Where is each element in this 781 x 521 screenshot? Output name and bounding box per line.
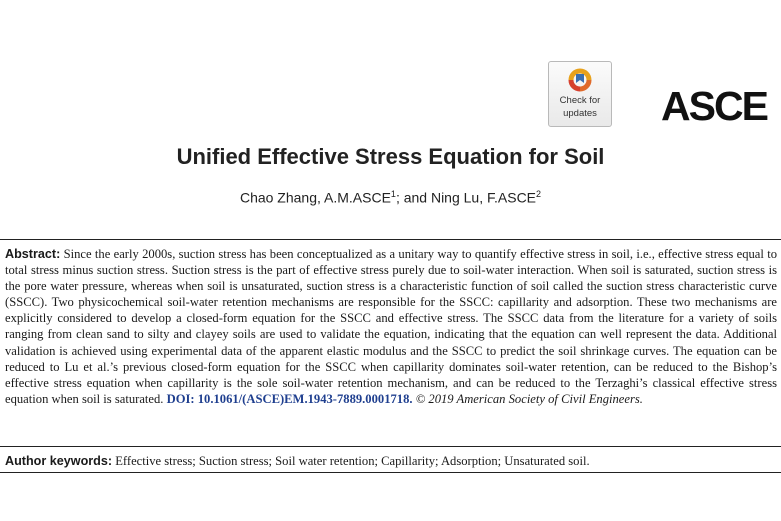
author-2: ; and Ning Lu, F.ASCE xyxy=(395,189,537,206)
bottom-rule xyxy=(0,472,781,473)
author-line xyxy=(0,189,781,206)
abstract-label: Abstract: xyxy=(5,247,61,261)
author-1-affiliation: 1 xyxy=(390,189,396,199)
paper-title: Unified Effective Stress Equation for Soil xyxy=(176,144,605,169)
check-for-updates-badge[interactable] xyxy=(548,61,612,127)
middle-rule xyxy=(0,446,781,447)
keywords-text: Effective stress; Suction stress; Soil water retention; Capillarity; Adsorption; Unsaturated soil. xyxy=(112,454,590,468)
keywords-label: Author keywords: xyxy=(5,454,113,468)
author-1: Chao Zhang, A.M.ASCE xyxy=(239,189,391,206)
doi-end: . xyxy=(409,391,413,406)
doi-label: DOI: xyxy=(166,391,195,406)
copyright: © 2019 American Society of Civil Engineers. xyxy=(412,391,643,406)
top-rule xyxy=(0,239,781,240)
check-for-updates-icon xyxy=(567,67,593,93)
author-keywords xyxy=(5,453,777,469)
badge-line1: Check for xyxy=(559,95,601,106)
doi-link[interactable]: 10.1061/(ASCE)EM.1943-7889.0001718 xyxy=(197,391,410,406)
author-2-affiliation: 2 xyxy=(536,189,542,199)
asce-logo-text: ASCE xyxy=(661,83,767,129)
asce-logo xyxy=(661,83,781,130)
badge-line2: updates xyxy=(563,108,597,119)
abstract-body: Since the early 2000s, suction stress has been conceptualized as a unitary way to quantify effective stress in soil, i.e., effective stress equal to total stress minus suction stress. Suction stress is the part of effective stress purely due to soil-water interaction. When soil is saturated, suction stress is the pore water pressure, whereas when soil is unsaturated, suction stress is a characteristic function of soil called the suction stress characteristic curve (SSCC). Two physicochemical soil-water retention mechanisms are responsible for the SSCC: capillarity and adsorption. These two mechanisms are explicitly considered to develop a closed-form equation for the SSCC and effective stress. The SSCC data from the literature for a variety of soils ranging from clean sand to silty and clayey soils are used to validate the equation, indicating that the equation can well represent the data. Additional validation is achieved using experimental data of the apparent elastic modulus and the SSCC to predict the soil shrinkage curves. The equation can be reduced to Lu et al.’s previous closed-form equation for the SSCC when capillarity dominates soil-water retention, can be reduced to the Bishop’s effective stress equation when capillarity is the sole soil-water retention mechanism, and can be reduced to the Terzaghi’s classical effective stress equation when soil is saturated. xyxy=(5,247,777,406)
abstract xyxy=(5,246,777,407)
